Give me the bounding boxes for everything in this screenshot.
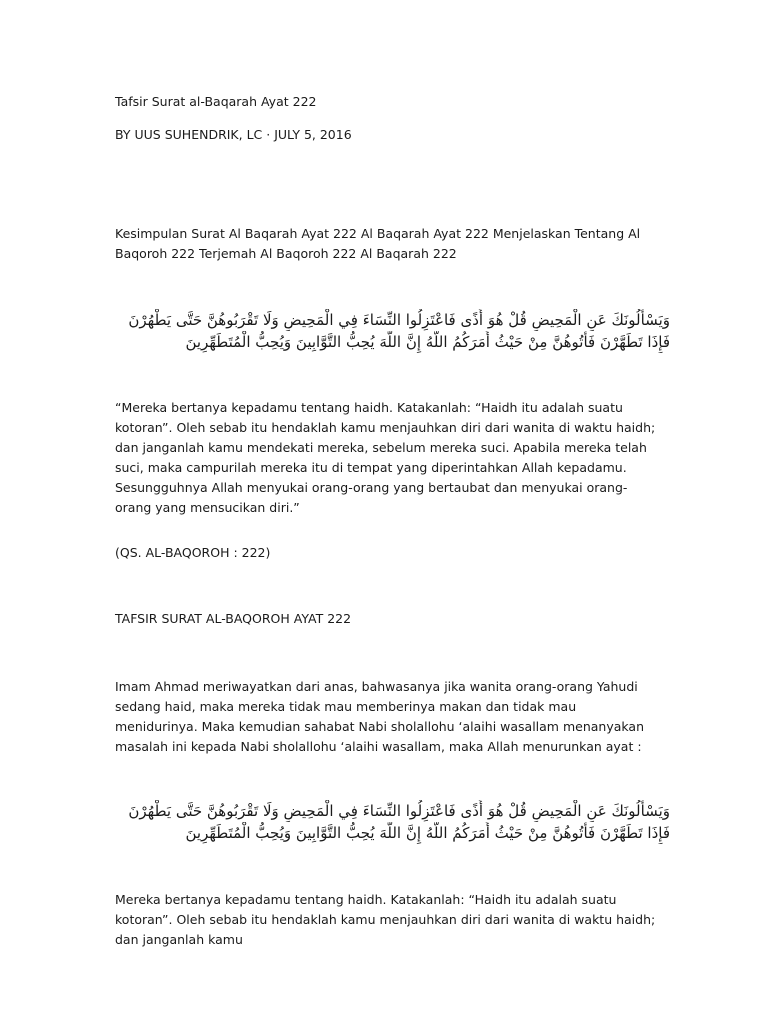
verse-citation: (QS. AL-BAQOROH : 222)	[115, 545, 271, 560]
arabic-verse-block-1	[110, 309, 670, 353]
translation-paragraph-2: Mereka bertanya kepadamu tentang haidh. Katakanlah: “Haidh itu adalah suatu kotoran”. Oleh sebab itu hendaklah kamu menjauhkan diri dari wanita di waktu haidh; dan janganlah kamu	[115, 892, 656, 947]
arabic-verse-1-line-1: وَيَسْأَلُونَكَ عَنِ الْمَحِيضِ قُلْ هُوَ أَذًى فَاعْتَزِلُوا النِّسَاءَ فِي الْمَحِيضِ وَلَا تَقْرَبُوهُنَّ حَتَّى يَطْهُرْنَ	[128, 311, 670, 329]
section-heading: TAFSIR SURAT AL-BAQOROH AYAT 222	[115, 611, 352, 626]
arabic-verse-1-line-2: فَإِذَا تَطَهَّرْنَ فَأْتُوهُنَّ مِنْ حَيْثُ أَمَرَكُمُ اللَّهُ إِنَّ اللَّهَ يُحِبُّ التَّوَّابِينَ وَيُحِبُّ الْمُتَطَهِّرِينَ	[185, 333, 670, 351]
document-title: Tafsir Surat al-Baqarah Ayat 222	[115, 94, 317, 109]
arabic-verse-block-2	[110, 800, 670, 844]
summary-paragraph: Kesimpulan Surat Al Baqarah Ayat 222 Al Baqarah Ayat 222 Menjelaskan Tentang Al Baqoroh 222 Terjemah Al Baqoroh 222 Al Baqarah 222	[115, 226, 641, 261]
narration-paragraph: Imam Ahmad meriwayatkan dari anas, bahwasanya jika wanita orang-orang Yahudi sedang haid, maka mereka tidak mau memberinya makan dan tidak mau menidurinya. Maka kemudian sahabat Nabi sholallohu ‘alaihi wasallam menanyakan masalah ini kepada Nabi sholallohu ‘alaihi wasallam, maka Allah menurunkan ayat :	[115, 679, 644, 754]
byline: BY UUS SUHENDRIK, LC · JULY 5, 2016	[115, 127, 352, 142]
arabic-verse-2-line-1: وَيَسْأَلُونَكَ عَنِ الْمَحِيضِ قُلْ هُوَ أَذًى فَاعْتَزِلُوا النِّسَاءَ فِي الْمَحِيضِ وَلَا تَقْرَبُوهُنَّ حَتَّى يَطْهُرْنَ	[128, 802, 670, 820]
translation-paragraph-1: “Mereka bertanya kepadamu tentang haidh. Katakanlah: “Haidh itu adalah suatu kotoran”. Oleh sebab itu hendaklah kamu menjauhkan diri dari wanita di waktu haidh; dan janganlah kamu mendekati mereka, sebelum mereka suci. Apabila mereka telah suci, maka campurilah mereka itu di tempat yang diperintahkan Allah kepadamu. Sesungguhnya Allah menyukai orang-orang yang bertaubat dan menyukai orang-orang yang mensucikan diri.”	[115, 400, 656, 515]
arabic-verse-2-line-2: فَإِذَا تَطَهَّرْنَ فَأْتُوهُنَّ مِنْ حَيْثُ أَمَرَكُمُ اللَّهُ إِنَّ اللَّهَ يُحِبُّ التَّوَّابِينَ وَيُحِبُّ الْمُتَطَهِّرِينَ	[185, 824, 670, 842]
